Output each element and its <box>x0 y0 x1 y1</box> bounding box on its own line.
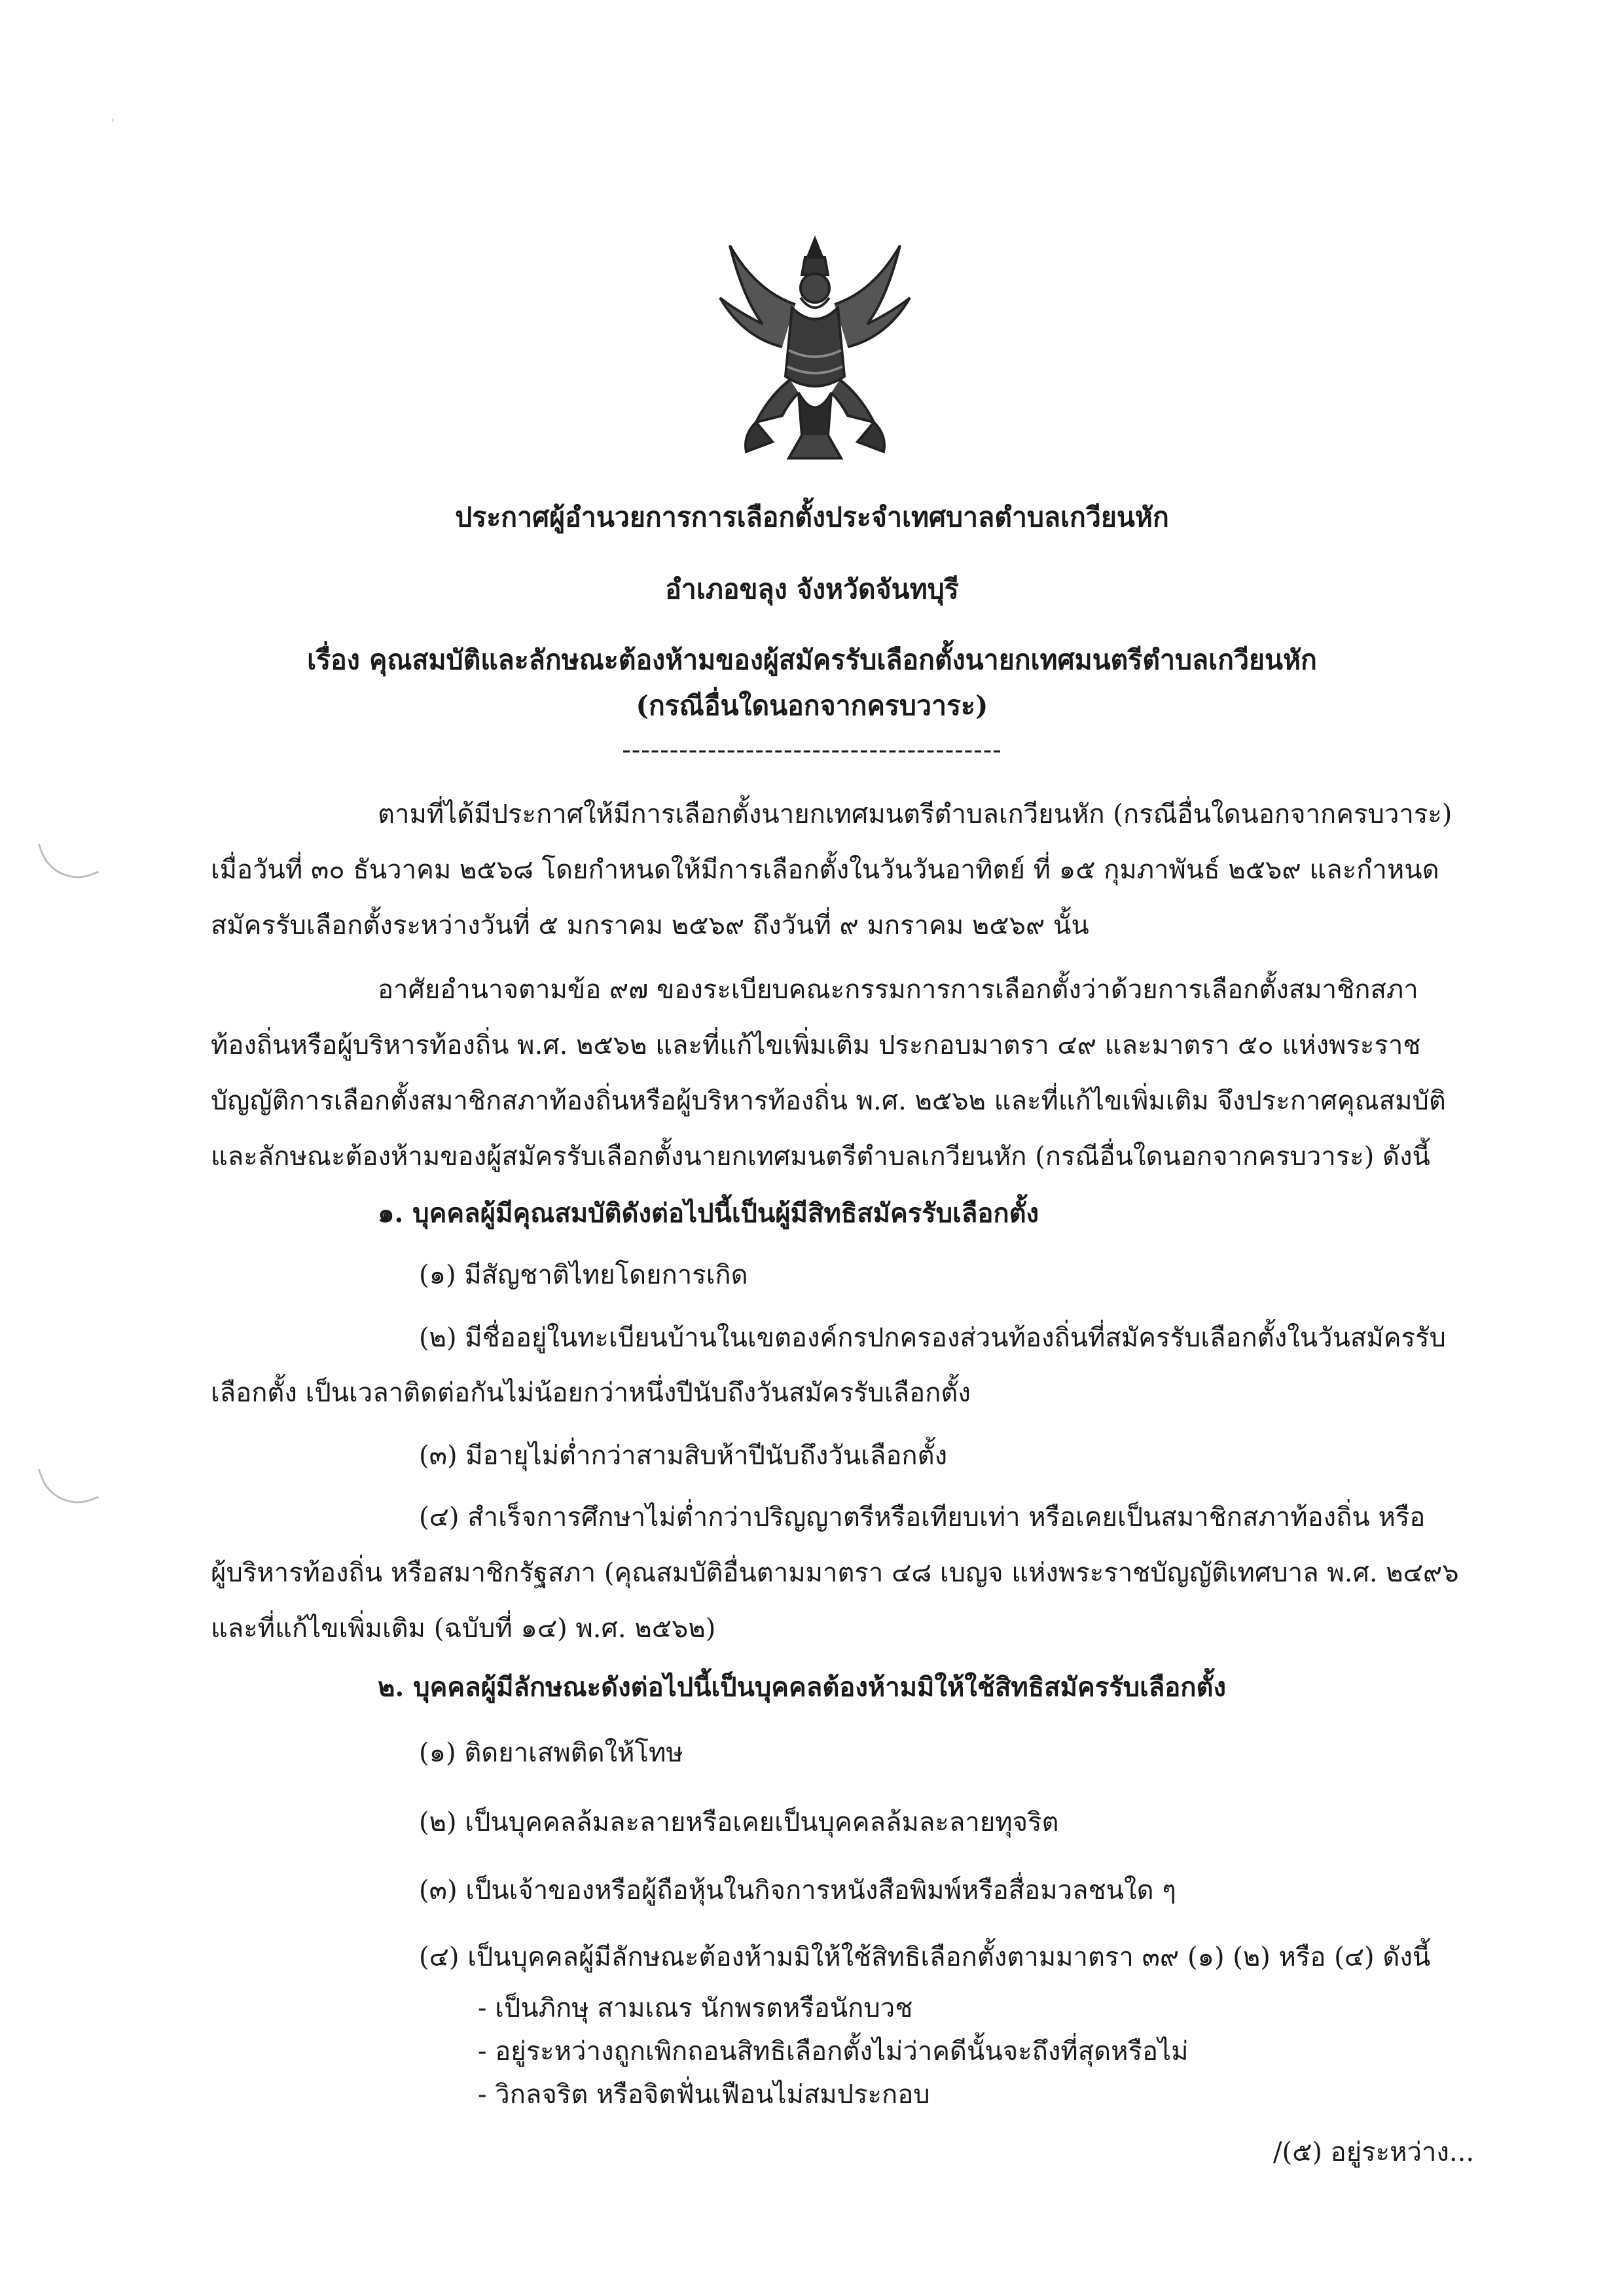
paragraph2-line: ท้องถิ่นหรือผู้บริหารท้องถิ่น พ.ศ. ๒๕๖๒ และที่แก้ไขเพิ่มเติม ประกอบมาตรา ๔๙ และมาตรา ๕๐ แห่งพระราช <box>211 1030 1421 1060</box>
paragraph2-line: และลักษณะต้องห้ามของผู้สมัครรับเลือกตั้งนายกเทศมนตรีตำบลเกวียนหัก (กรณีอื่นใดนอกจากครบวาระ) ดังนี้ <box>211 1142 1430 1172</box>
paragraph1-line: ตามที่ได้มีประกาศให้มีการเลือกตั้งนายกเทศมนตรีตำบลเกวียนหัก (กรณีอื่นใดนอกจากครบวาระ) <box>378 799 1453 829</box>
section1-item: (๑) มีสัญชาติไทยโดยการเกิด <box>419 1260 748 1290</box>
header-authority: ประกาศผู้อำนวยการการเลือกตั้งประจำเทศบาลตำบลเกวียนหัก <box>455 501 1169 533</box>
paragraph2-line: บัญญัติการเลือกตั้งสมาชิกสภาท้องถิ่นหรือผู้บริหารท้องถิ่น พ.ศ. ๒๕๖๒ และที่แก้ไขเพิ่มเติม จึงประกาศคุณสมบัติ <box>211 1086 1446 1116</box>
scan-mark: ' <box>111 117 115 130</box>
section2-item: (๒) เป็นบุคคลล้มละลายหรือเคยเป็นบุคคลล้มละลายทุจริต <box>419 1807 1059 1837</box>
continuation-note: /(๕) อยู่ระหว่าง... <box>1273 2137 1475 2167</box>
subject-line-2: (กรณีอื่นใดนอกจากครบวาระ) <box>636 690 988 721</box>
section2-item: (๔) เป็นบุคคลผู้มีลักษณะต้องห้ามมิให้ใช้สิทธิเลือกตั้งตามมาตรา ๓๙ (๑) (๒) หรือ (๔) ดังนี้ <box>419 1942 1431 1972</box>
section2-heading: ๒. บุคคลผู้มีลักษณะดังต่อไปนี้เป็นบุคคลต้องห้ามมิให้ใช้สิทธิสมัครรับเลือกตั้ง <box>378 1672 1227 1703</box>
punch-hole-mark <box>38 1453 99 1515</box>
section1-item-cont: เลือกตั้ง เป็นเวลาติดต่อกันไม่น้อยกว่าหนึ่งปีนับถึงวันสมัครรับเลือกตั้ง <box>211 1378 971 1408</box>
section1-item: (๒) มีชื่ออยู่ในทะเบียนบ้านในเขตองค์กรปกครองส่วนท้องถิ่นที่สมัครรับเลือกตั้งในวันสมัครรับ <box>419 1323 1446 1353</box>
section1-item-cont: และที่แก้ไขเพิ่มเติม (ฉบับที่ ๑๔) พ.ศ. ๒๕๖๒) <box>211 1614 716 1644</box>
section2-bullet: - วิกลจริต หรือจิตฟั่นเฟือนไม่สมประกอบ <box>478 2080 930 2110</box>
section2-bullet: - เป็นภิกษุ สามเณร นักพรตหรือนักบวช <box>478 1993 913 2023</box>
subject-line: เรื่อง คุณสมบัติและลักษณะต้องห้ามของผู้สมัครรับเลือกตั้งนายกเทศมนตรีตำบลเกวียนหัก <box>307 644 1317 676</box>
paragraph2-line: อาศัยอำนาจตามข้อ ๙๗ ของระเบียบคณะกรรมการการเลือกตั้งว่าด้วยการเลือกตั้งสมาชิกสภา <box>378 975 1418 1005</box>
divider: ---------------------------------------- <box>622 735 1002 765</box>
punch-hole-mark <box>38 828 99 890</box>
section1-item-cont: ผู้บริหารท้องถิ่น หรือสมาชิกรัฐสภา (คุณสมบัติอื่นตามมาตรา ๔๘ เบญจ แห่งพระราชบัญญัติเทศบาล พ.ศ. ๒๔๙๖ <box>211 1558 1459 1588</box>
garuda-emblem-icon <box>717 226 913 465</box>
section2-item: (๑) ติดยาเสพติดให้โทษ <box>419 1738 683 1768</box>
section1-heading: ๑. บุคคลผู้มีคุณสมบัติดังต่อไปนี้เป็นผู้มีสิทธิสมัครรับเลือกตั้ง <box>378 1198 1039 1229</box>
section2-bullet: - อยู่ระหว่างถูกเพิกถอนสิทธิเลือกตั้งไม่ว่าคดีนั้นจะถึงที่สุดหรือไม่ <box>478 2036 1189 2067</box>
paragraph1-line: สมัครรับเลือกตั้งระหว่างวันที่ ๕ มกราคม ๒๕๖๙ ถึงวันที่ ๙ มกราคม ๒๕๖๙ นั้น <box>211 911 1089 941</box>
section1-item: (๔) สำเร็จการศึกษาไม่ต่ำกว่าปริญญาตรีหรือเทียบเท่า หรือเคยเป็นสมาชิกสภาท้องถิ่น หรือ <box>419 1502 1426 1532</box>
section1-item: (๓) มีอายุไม่ต่ำกว่าสามสิบห้าปีนับถึงวันเลือกตั้ง <box>419 1441 948 1471</box>
paragraph1-line: เมื่อวันที่ ๓๐ ธันวาคม ๒๕๖๘ โดยกำหนดให้มีการเลือกตั้งในวันวันอาทิตย์ ที่ ๑๕ กุมภาพันธ์ ๒๕๖๙ และกำหนด <box>211 855 1439 885</box>
header-location: อำเภอขลุง จังหวัดจันทบุรี <box>665 573 959 605</box>
section2-item: (๓) เป็นเจ้าของหรือผู้ถือหุ้นในกิจการหนังสือพิมพ์หรือสื่อมวลชนใด ๆ <box>419 1875 1176 1906</box>
